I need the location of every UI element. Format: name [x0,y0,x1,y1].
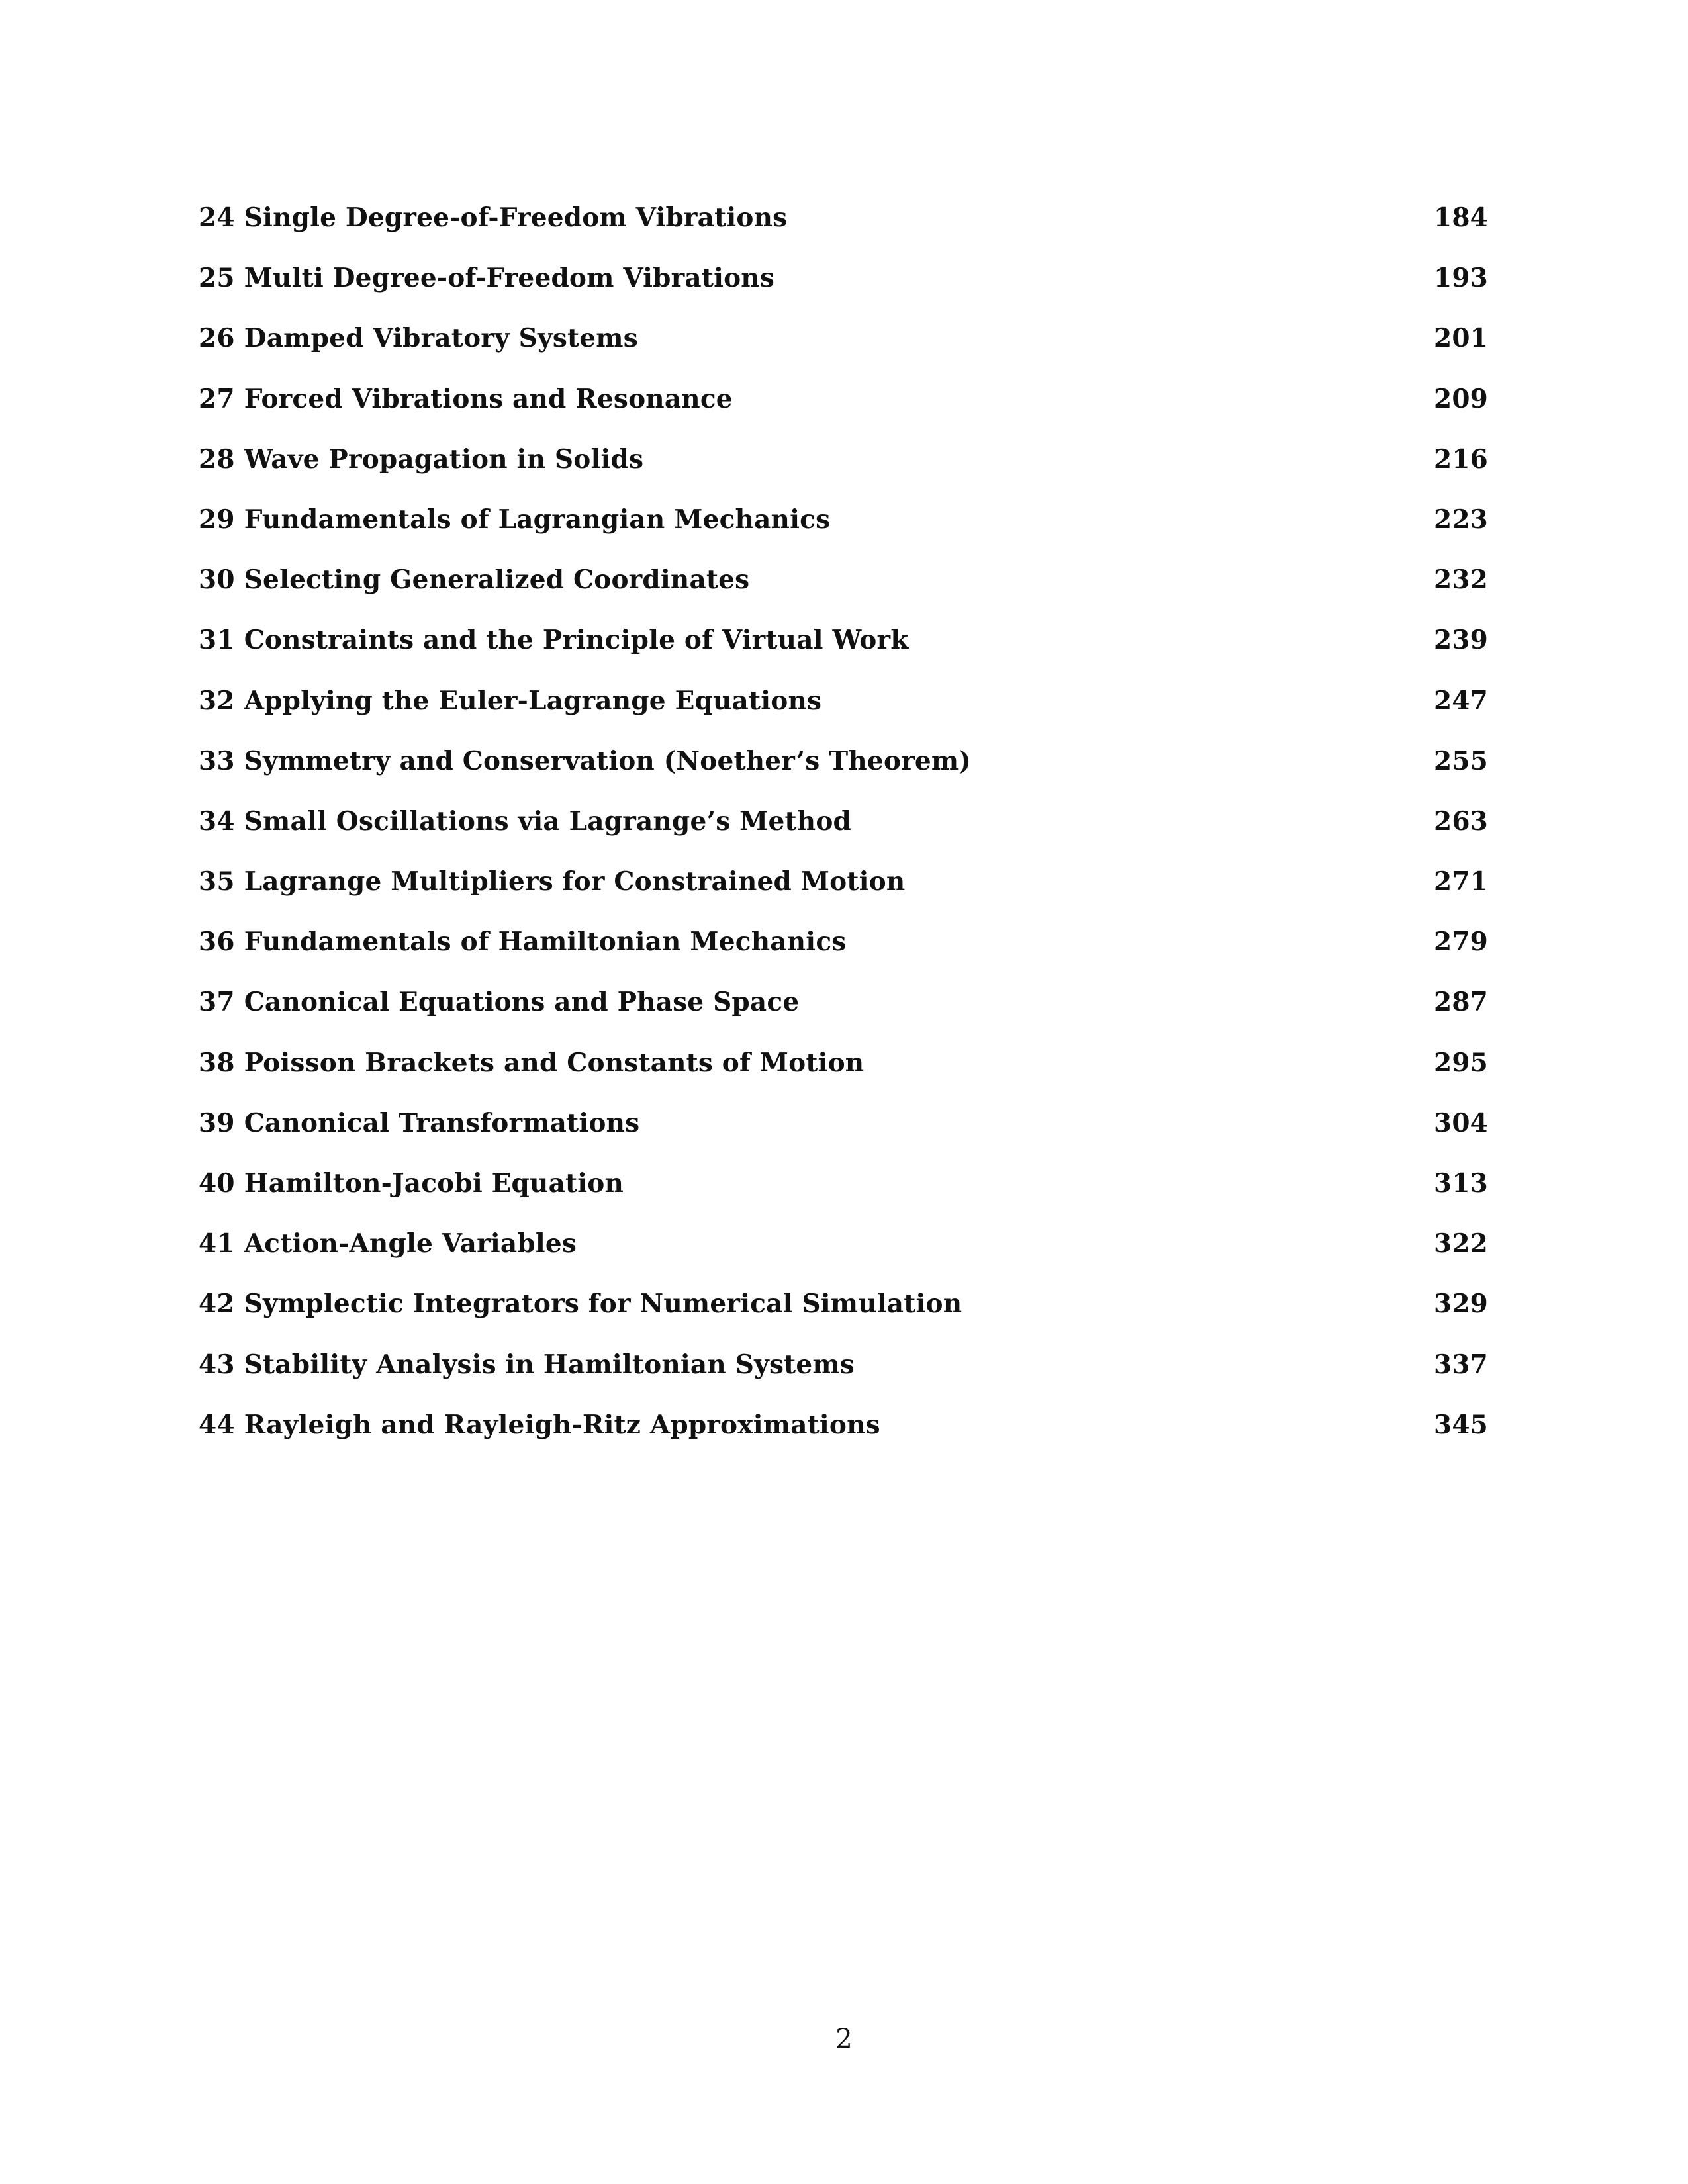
chapter-number: 30 [199,565,235,596]
chapter-title: Action-Angle Variables [244,1228,577,1259]
chapter-number: 38 [199,1047,235,1078]
chapter-number: 27 [199,383,235,414]
chapter-title: Canonical Transformations [244,1107,640,1138]
toc-entry-heading [199,440,643,478]
chapter-title: Stability Analysis in Hamiltonian Systems [244,1349,855,1380]
chapter-number: 37 [199,987,235,1018]
chapter-page: 313 [1433,1168,1488,1199]
chapter-number: 43 [199,1349,235,1380]
chapter-number: 44 [199,1409,235,1440]
chapter-number: 40 [199,1168,235,1199]
chapter-page: 287 [1433,987,1488,1018]
toc-entry-heading [199,1285,962,1323]
toc-entry-heading [199,380,733,418]
toc-entry-heading [199,1164,624,1203]
chapter-number: 33 [199,745,235,776]
toc-entry[interactable] [199,500,1488,561]
toc-entry-heading [199,500,830,539]
chapter-page: 279 [1433,927,1488,958]
chapter-title: Constraints and the Principle of Virtual Work [244,625,909,656]
toc-entry-heading [199,1406,880,1444]
chapter-page: 239 [1433,625,1488,656]
chapter-page: 322 [1433,1228,1488,1259]
chapter-page: 201 [1433,323,1488,354]
toc-entry-heading [199,1104,639,1142]
toc-entry[interactable] [199,621,1488,681]
toc-entry[interactable] [199,862,1488,923]
toc-entry[interactable] [199,380,1488,440]
toc-entry[interactable] [199,802,1488,862]
chapter-page: 337 [1433,1349,1488,1380]
toc-entry-heading [199,742,971,780]
toc-entry[interactable] [199,682,1488,742]
toc-entry-heading [199,923,846,961]
toc-entry[interactable] [199,319,1488,379]
chapter-title: Symmetry and Conservation (Noether’s Theorem) [244,745,972,776]
toc-entry[interactable] [199,259,1488,319]
chapter-number: 24 [199,203,235,233]
toc-entry[interactable] [199,199,1488,259]
chapter-title: Rayleigh and Rayleigh-Ritz Approximations [244,1409,880,1440]
chapter-page: 329 [1433,1289,1488,1320]
chapter-title: Canonical Equations and Phase Space [244,987,800,1018]
chapter-page: 247 [1433,685,1488,716]
toc-entry[interactable] [199,1406,1488,1466]
chapter-number: 26 [199,323,235,354]
chapter-title: Lagrange Multipliers for Constrained Motion [244,866,906,897]
toc-entry-heading [199,199,787,237]
chapter-page: 216 [1433,443,1488,475]
toc-entry[interactable] [199,1044,1488,1104]
chapter-page: 223 [1433,504,1488,535]
toc-entry[interactable] [199,1224,1488,1285]
chapter-page: 345 [1433,1409,1488,1440]
toc-entry-heading [199,1224,577,1263]
toc-entry[interactable] [199,742,1488,802]
table-of-contents [199,199,1488,1466]
toc-entry[interactable] [199,983,1488,1043]
chapter-title: Hamilton-Jacobi Equation [244,1168,624,1199]
chapter-title: Selecting Generalized Coordinates [244,565,750,596]
toc-entry[interactable] [199,440,1488,500]
chapter-number: 32 [199,685,235,716]
toc-entry-heading [199,259,774,297]
toc-entry-heading [199,621,908,659]
chapter-number: 34 [199,805,235,837]
chapter-title: Forced Vibrations and Resonance [244,383,733,414]
chapter-number: 39 [199,1107,235,1138]
toc-entry-heading [199,802,851,841]
chapter-number: 28 [199,443,235,475]
toc-entry[interactable] [199,1285,1488,1345]
chapter-number: 35 [199,866,235,897]
chapter-title: Damped Vibratory Systems [244,323,638,354]
chapter-title: Poisson Brackets and Constants of Motion [244,1047,865,1078]
chapter-page: 295 [1433,1047,1488,1078]
toc-entry-heading [199,1044,864,1082]
toc-entry[interactable] [199,1104,1488,1164]
toc-entry[interactable] [199,923,1488,983]
chapter-page: 184 [1433,203,1488,233]
toc-entry-heading [199,561,749,599]
chapter-page: 232 [1433,565,1488,596]
chapter-title: Symplectic Integrators for Numerical Simulation [244,1289,962,1320]
toc-entry-heading [199,983,799,1021]
toc-entry-heading [199,319,638,357]
chapter-number: 36 [199,927,235,958]
toc-entry[interactable] [199,1164,1488,1224]
page-number: 2 [835,2024,853,2054]
chapter-title: Small Oscillations via Lagrange’s Method [244,805,852,837]
chapter-title: Applying the Euler-Lagrange Equations [244,685,822,716]
chapter-number: 42 [199,1289,235,1320]
chapter-number: 25 [199,263,235,294]
chapter-page: 255 [1433,745,1488,776]
chapter-number: 31 [199,625,235,656]
toc-entry-heading [199,862,905,901]
chapter-page: 209 [1433,383,1488,414]
toc-entry-heading [199,1345,855,1384]
toc-entry[interactable] [199,1345,1488,1406]
chapter-title: Fundamentals of Hamiltonian Mechanics [244,927,847,958]
chapter-title: Wave Propagation in Solids [244,443,644,475]
chapter-title: Single Degree-of-Freedom Vibrations [244,203,788,233]
chapter-title: Fundamentals of Lagrangian Mechanics [244,504,831,535]
toc-entry-heading [199,682,821,720]
chapter-page: 271 [1433,866,1488,897]
toc-entry[interactable] [199,561,1488,621]
chapter-page: 304 [1433,1107,1488,1138]
chapter-page: 193 [1433,263,1488,294]
chapter-page: 263 [1433,805,1488,837]
chapter-number: 41 [199,1228,235,1259]
chapter-title: Multi Degree-of-Freedom Vibrations [244,263,775,294]
chapter-number: 29 [199,504,235,535]
